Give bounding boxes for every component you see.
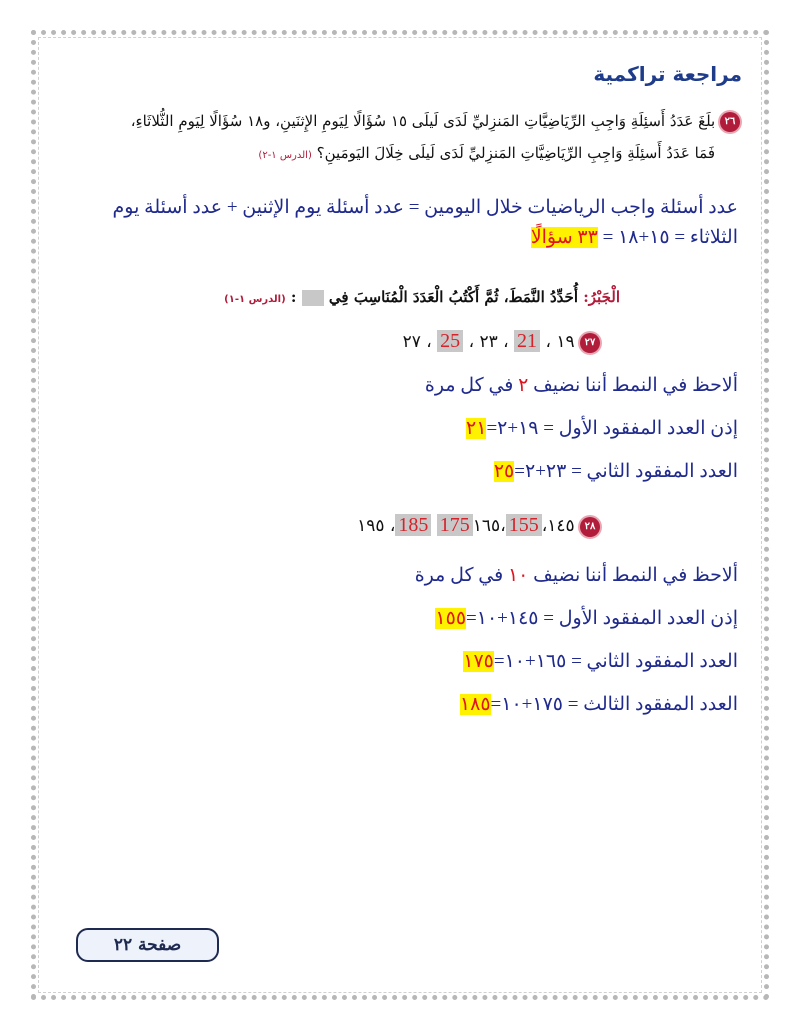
- algebra-lesson-ref: (الدرس ١-١): [224, 294, 286, 305]
- q27-seq-t2: ، ٢٣ ،: [468, 332, 509, 352]
- q27-seq-t3: ، ٢٧: [402, 332, 432, 352]
- q26-text-line1: بلَغَ عَدَدُ أَسئِلَةِ وَاجِبِ الرِّيَاضِيَّاتِ المَنزِليِّ لَدَى لَيلَى ١٥ سُؤَالًا لِيَومِ الإِثنَينِ، و١٨ سُؤَالًا لِيَومِ الثُّلاثَاءِ،: [130, 112, 716, 130]
- q28-line1-prefix: إذن العدد المفقود الأول = ١٤٥+١٠=: [466, 608, 738, 629]
- q28-blank3: 185: [395, 514, 431, 536]
- q27-answer-line2: [494, 460, 738, 483]
- q26-text-line2: فَمَا عَدَدُ أَسئِلَةِ وَاجِبِ الرِّيَاضِيَّاتِ المَنزِليِّ لَدَى لَيلَى خِلَالَ اليَومَينِ؟: [316, 144, 715, 162]
- q28-line2-result: ١٧٥: [463, 651, 494, 672]
- q27-note: [425, 374, 738, 397]
- q28-seq-t3: ، ١٩٥: [357, 516, 396, 536]
- q27-seq-t1: ١٩ ،: [545, 332, 575, 352]
- blank-box-icon: [302, 290, 324, 306]
- q28-answer-line2: [463, 650, 738, 673]
- q28-seq-t1: ١٤٥،: [541, 516, 575, 536]
- q27-line1-result: ٢١: [466, 418, 487, 439]
- algebra-text: أُحَدِّدُ النَّمَطَ، ثُمَّ أَكْتُبُ الْعَدَدَ الْمُنَاسِبَ فِي: [328, 288, 578, 306]
- q28-answer-line3: [460, 693, 738, 716]
- q27-note-number: ٢: [518, 375, 529, 396]
- q26-line1: [131, 112, 740, 132]
- q26-answer-line1: عدد أسئلة واجب الرياضيات خلال اليومين = عدد أسئلة يوم الإثنين + عدد أسئلة يوم: [112, 197, 738, 218]
- q26-answer-result: ٣٣ سؤالًا: [530, 227, 598, 248]
- q27-note-suffix: في كل مرة: [424, 375, 514, 396]
- page-number-box: [76, 928, 219, 962]
- page-number: صفحة ٢٢: [113, 935, 182, 955]
- algebra-colon: :: [290, 288, 297, 306]
- section-title: مراجعة تراكمية: [593, 62, 742, 86]
- q27-line2-result: ٢٥: [493, 461, 515, 482]
- q28-sequence: [357, 514, 600, 537]
- q28-answer-line1: [435, 607, 738, 630]
- q28-line2-prefix: العدد المفقود الثاني = ١٦٥+١٠=: [493, 651, 738, 672]
- q28-note-suffix: في كل مرة: [414, 565, 504, 586]
- q27-number-badge: ٢٧: [580, 333, 600, 353]
- algebra-label: الْجَبْرُ:: [583, 288, 620, 306]
- q27-blank1: 21: [514, 330, 540, 352]
- q26-answer-prefix: الثلاثاء = ١٥+١٨ =: [602, 227, 738, 248]
- q28-line3-prefix: العدد المفقود الثالث = ١٧٥+١٠=: [490, 694, 738, 715]
- q26-number-badge: ٢٦: [720, 112, 740, 132]
- q28-number-badge: ٢٨: [580, 517, 600, 537]
- q28-line3-result: ١٨٥: [459, 694, 491, 715]
- q28-note: [415, 564, 738, 587]
- q28-blank2: 175: [437, 514, 473, 536]
- q26-lesson-ref: (الدرس ١-٢): [258, 150, 312, 161]
- q28-blank1: 155: [506, 514, 542, 536]
- q28-note-prefix: ألاحظ في النمط أننا نضيف: [533, 565, 738, 586]
- algebra-instruction: [224, 288, 620, 306]
- q28-note-number: ١٠: [507, 565, 529, 586]
- q27-sequence: [403, 330, 600, 353]
- q26-line2: [258, 144, 715, 162]
- q27-line2-prefix: العدد المفقود الثاني = ٢٣+٢=: [514, 461, 738, 482]
- q27-blank2: 25: [437, 330, 463, 352]
- q27-answer-line1: [466, 417, 738, 440]
- q27-note-prefix: ألاحظ في النمط أننا نضيف: [533, 375, 738, 396]
- q28-line1-result: ١٥٥: [435, 608, 467, 629]
- q27-line1-prefix: إذن العدد المفقود الأول = ١٩+٢=: [486, 418, 738, 439]
- q28-seq-t2: ،١٦٥: [472, 516, 506, 536]
- q26-answer-line2: [531, 226, 738, 249]
